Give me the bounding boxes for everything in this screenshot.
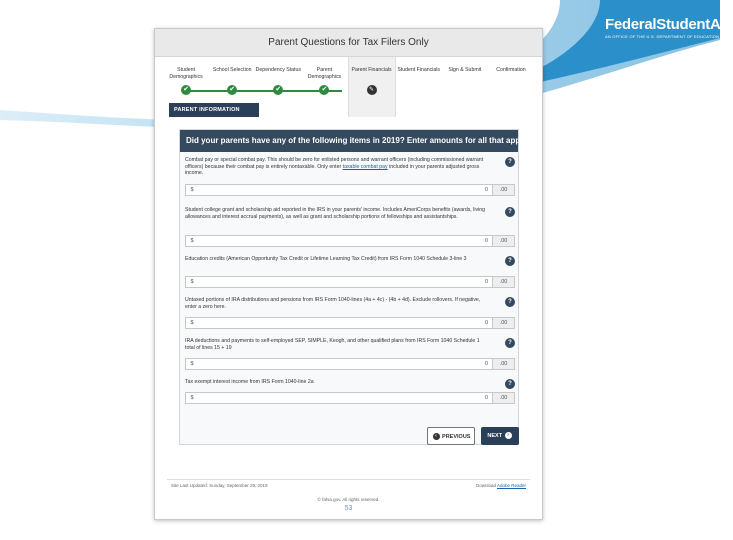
pencil-icon: ✎ <box>367 85 377 95</box>
download-info <box>476 483 526 488</box>
step-sign-submit <box>442 57 488 117</box>
last-updated: Site Last Updated: Sunday, September 29, 2019 <box>171 483 268 488</box>
item-grant-aid <box>185 207 515 244</box>
step-label: Sign & Submit <box>448 67 482 73</box>
question-panel <box>179 129 529 445</box>
step-parent-financials[interactable] <box>348 57 396 117</box>
chevron-right-icon: › <box>505 432 512 439</box>
next-label: NEXT <box>487 433 503 439</box>
section-tab-parent-information: PARENT INFORMATION <box>169 103 259 117</box>
amount-value[interactable]: 0 <box>484 187 488 193</box>
checkmark-icon: ✔ <box>227 85 237 95</box>
item-education-credits <box>185 256 515 285</box>
page-title: Parent Questions for Tax Filers Only <box>268 37 429 48</box>
cents-suffix: .00 <box>492 318 514 328</box>
footer-divider <box>167 479 530 480</box>
help-icon[interactable]: ? <box>505 256 515 266</box>
tax-exempt-interest-field[interactable] <box>185 392 515 404</box>
cents-suffix: .00 <box>492 185 514 195</box>
item-description: Student college grant and scholarship aid reported in the IRS in your parents' income. Includes AmeriCorps benefits (awards, living allowances and interest accrual payments), as well as grant and scholarship portions of fellowships and assistantships. <box>185 207 486 220</box>
step-label: Confirmation <box>496 67 526 73</box>
grant-aid-field[interactable] <box>185 235 515 247</box>
logo-student-aid: StudentAid <box>656 16 733 33</box>
checkmark-icon: ✔ <box>273 85 283 95</box>
federal-student-aid-logo <box>605 16 733 45</box>
checkmark-icon: ✔ <box>181 85 191 95</box>
step-label: Student Demographics <box>169 67 203 80</box>
step-confirmation <box>488 57 534 117</box>
item-description: IRA deductions and payments to self-employed SEP, SIMPLE, Keogh, and other qualified plans from IRS Form 1040 Schedule 1 total of lines 15 + 19 <box>185 338 480 351</box>
item-ira-distributions <box>185 297 515 326</box>
question-heading: Did your parents have any of the following items in 2019? Enter amounts for all that apply. <box>180 130 518 152</box>
taxable-combat-pay-link[interactable]: taxable combat pay <box>342 163 388 170</box>
chevron-left-icon: ‹ <box>433 433 440 440</box>
slide-number: 53 <box>344 505 353 512</box>
help-icon[interactable]: ? <box>505 379 515 389</box>
help-icon[interactable]: ? <box>505 207 515 217</box>
education-credits-field[interactable] <box>185 276 515 288</box>
cents-suffix: .00 <box>492 277 514 287</box>
page-header <box>155 29 542 57</box>
step-parent-demographics[interactable] <box>301 57 347 117</box>
item-text: Combat pay or special combat pay. This should be zero for enlisted persons and warrant officers (including commissioned warrant officers) because their combat pay is entirely nontaxable. Only enter <box>185 157 484 170</box>
currency-symbol: $ <box>190 238 194 244</box>
item-combat-pay <box>185 157 515 193</box>
currency-symbol: $ <box>190 395 194 401</box>
copyright-text: fafsa.gov. All rights reserved. <box>322 497 380 502</box>
download-prefix: Download <box>475 483 497 488</box>
item-description: Untaxed portions of IRA distributions and pensions from IRS Form 1040-lines (4a + 4c) - (4b + 4d). Exclude rollovers. If negative, enter a zero here. <box>185 297 481 310</box>
previous-button[interactable] <box>427 427 475 445</box>
help-icon[interactable]: ? <box>505 297 515 307</box>
adobe-reader-link[interactable]: Adobe Reader <box>496 483 526 488</box>
cents-suffix: .00 <box>492 359 514 369</box>
currency-symbol: $ <box>190 361 194 367</box>
step-label: Parent Demographics <box>307 67 342 80</box>
item-text: included in your parents adjusted gross income. <box>185 163 480 177</box>
step-label: Dependency Status <box>255 67 301 73</box>
checkmark-icon: ✔ <box>319 85 329 95</box>
amount-value[interactable]: 0 <box>484 238 488 244</box>
step-label: Student Financials <box>397 67 441 73</box>
help-icon[interactable]: ? <box>505 338 515 348</box>
currency-symbol: $ <box>190 279 194 285</box>
step-label: Parent Financials <box>351 67 392 73</box>
amount-value[interactable]: 0 <box>484 395 488 401</box>
logo-federal: Federal <box>605 16 657 33</box>
item-description: Education credits (American Opportunity Tax Credit or Lifetime Learning Tax Credit) from IRS Form 1040 Schedule 3-line 3 <box>185 256 467 262</box>
step-student-financials <box>396 57 442 117</box>
item-description: Tax exempt interest income from IRS Form 1040-line 2a <box>185 379 314 385</box>
previous-label: PREVIOUS <box>442 434 471 440</box>
cents-suffix: .00 <box>492 236 514 246</box>
ira-distributions-field[interactable] <box>185 317 515 329</box>
item-ira-deductions <box>185 338 515 367</box>
next-button[interactable] <box>481 427 519 445</box>
currency-symbol: $ <box>190 187 194 193</box>
logo-tagline: AN OFFICE OF THE U.S. DEPARTMENT OF EDUCATION <box>605 34 720 39</box>
ira-deductions-field[interactable] <box>185 358 515 370</box>
help-icon[interactable]: ? <box>505 157 515 167</box>
item-description <box>185 157 485 177</box>
amount-value[interactable]: 0 <box>484 361 488 367</box>
currency-symbol: $ <box>190 320 194 326</box>
item-tax-exempt-interest <box>185 379 515 401</box>
amount-value[interactable]: 0 <box>484 279 488 285</box>
copyright: © fafsa.gov. All rights reserved. <box>317 497 380 502</box>
fafsa-screenshot <box>154 28 543 520</box>
cents-suffix: .00 <box>492 393 514 403</box>
step-label: School Selection <box>212 67 252 73</box>
amount-value[interactable]: 0 <box>484 320 488 326</box>
combat-pay-field[interactable] <box>185 184 515 196</box>
step-dependency-status[interactable] <box>255 57 301 117</box>
